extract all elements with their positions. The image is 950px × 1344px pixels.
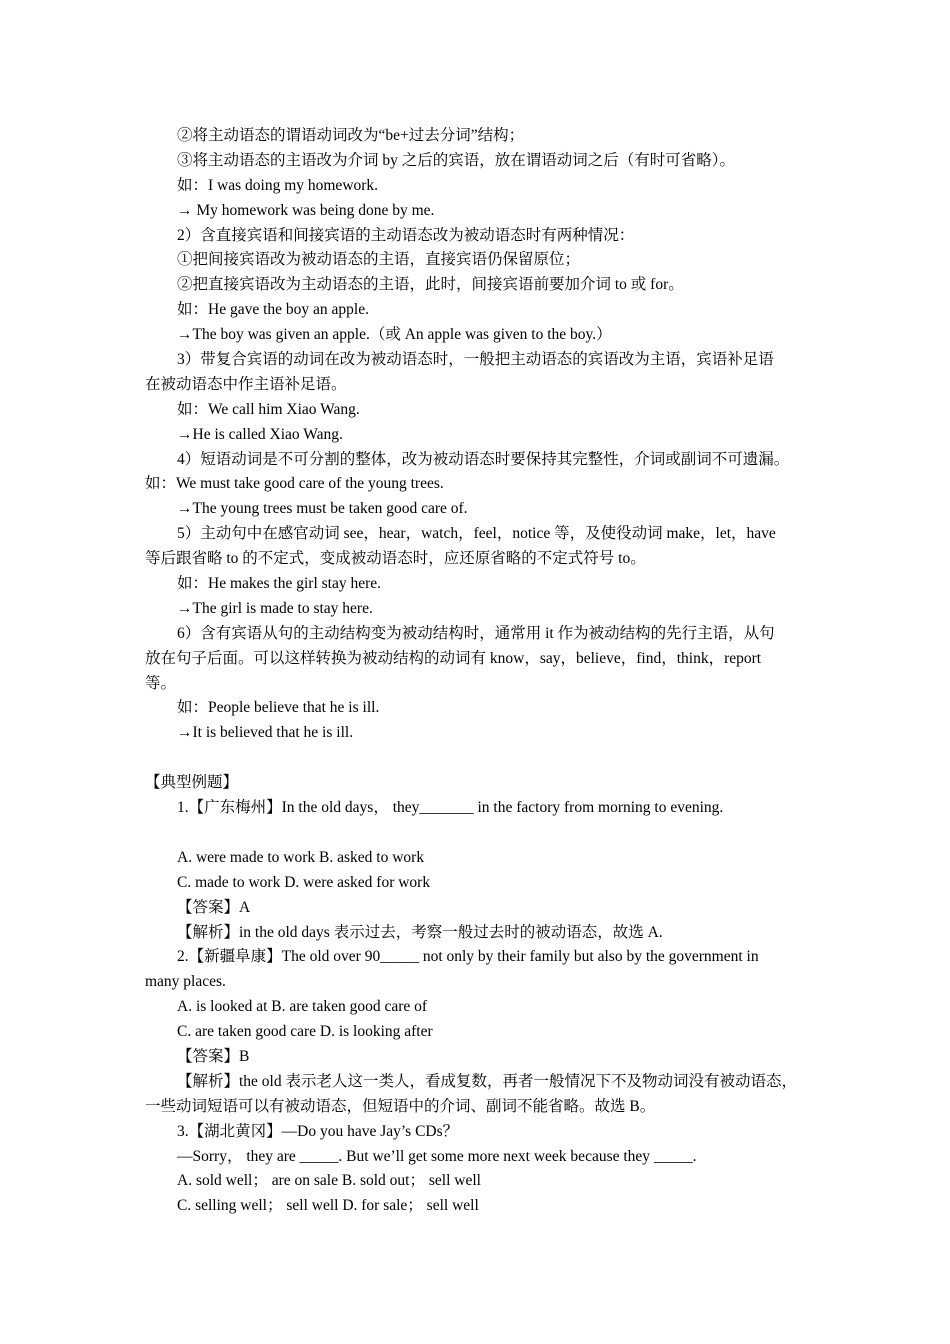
text-line: 如：We must take good care of the young trees. [145, 475, 444, 493]
text-line: 放在句子后面。可以这样转换为被动结构的动词有 know，say，believe，find，think，report [145, 649, 762, 667]
text-line: 【答案】B [177, 1047, 250, 1065]
text-line: 3）带复合宾语的动词在改为被动语态时，一般把主动语态的宾语改为主语，宾语补足语 [177, 351, 774, 369]
text-line: 等。 [145, 674, 177, 692]
text-line: A. were made to work B. asked to work [177, 848, 425, 866]
text-line: →The boy was given an apple.（或 An apple was given to the boy.） [177, 326, 612, 344]
text-line: 3.【湖北黄冈】—Do you have Jay’s CDs？ [177, 1122, 459, 1140]
text-line: →The young trees must be taken good care of. [177, 500, 468, 518]
text-line: →The girl is made to stay here. [177, 599, 373, 617]
text-line: C. are taken good care D. is looking after [177, 1023, 433, 1041]
text-line: C. made to work D. were asked for work [177, 873, 431, 891]
text-line: 等后跟省略 to 的不定式，变成被动语态时，应还原省略的不定式符号 to。 [145, 550, 646, 568]
text-line: —Sorry， they are _____. But we’ll get some more next week because they _____. [177, 1147, 697, 1165]
text-line: ①把间接宾语改为被动语态的主语，直接宾语仍保留原位； [177, 251, 581, 269]
text-line: 一些动词短语可以有被动语态，但短语中的介词、副词不能省略。故选 B。 [145, 1097, 656, 1115]
text-line: 【解析】the old 表示老人这一类人，看成复数，再者一般情况下不及物动词没有被动语态， [177, 1072, 797, 1090]
text-line: 如：People believe that he is ill. [177, 699, 380, 717]
text-line: A. sold well； are on sale B. sold out； sell well [177, 1172, 481, 1190]
text-line: 如：He gave the boy an apple. [177, 301, 369, 319]
document-body [145, 124, 820, 1219]
blank-line [145, 746, 820, 771]
text-line: →He is called Xiao Wang. [177, 425, 343, 443]
text-line: many places. [145, 973, 226, 991]
text-line: 如：I was doing my homework. [177, 176, 379, 194]
text-line: 5）主动句中在感官动词 see，hear，watch，feel，notice 等，及使役动词 make，let，have [177, 525, 776, 543]
text-line: 【解析】in the old days 表示过去，考察一般过去时的被动语态，故选 A. [177, 923, 663, 941]
text-line: ②把直接宾语改为主动语态的主语，此时，间接宾语前要加介词 to 或 for。 [177, 276, 684, 294]
text-line: ②将主动语态的谓语动词改为“be+过去分词”结构； [177, 127, 525, 144]
text-line: 在被动语态中作主语补足语。 [145, 375, 347, 393]
text-line: 2.【新疆阜康】The old over 90_____ not only by their family but also by the government in [177, 948, 759, 966]
text-line: 2）含直接宾语和间接宾语的主动语态改为被动语态时有两种情况： [177, 226, 635, 244]
text-line: 6）含有宾语从句的主动结构变为被动结构时，通常用 it 作为被动结构的先行主语，从句 [177, 624, 775, 642]
text-line: → My homework was being done by me. [177, 201, 435, 219]
text-line: 4）短语动词是不可分割的整体，改为被动语态时要保持其完整性，介词或副词不可遗漏。 [177, 450, 790, 468]
blank-line [145, 821, 820, 846]
text-line: 【典型例题】 [145, 774, 239, 792]
text-line: 如：He makes the girl stay here. [177, 575, 382, 593]
text-line: →It is believed that he is ill. [177, 724, 354, 742]
text-line: 【答案】A [177, 898, 251, 916]
text-line: C. selling well； sell well D. for sale； sell well [177, 1197, 479, 1215]
text-line: ③将主动语态的主语改为介词 by 之后的宾语，放在谓语动词之后（有时可省略）。 [177, 151, 736, 169]
text-line: A. is looked at B. are taken good care of [177, 998, 428, 1016]
text-line: 如：We call him Xiao Wang. [177, 400, 360, 418]
text-line: 1.【广东梅州】In the old days， they_______ in the factory from morning to evening. [177, 799, 724, 817]
